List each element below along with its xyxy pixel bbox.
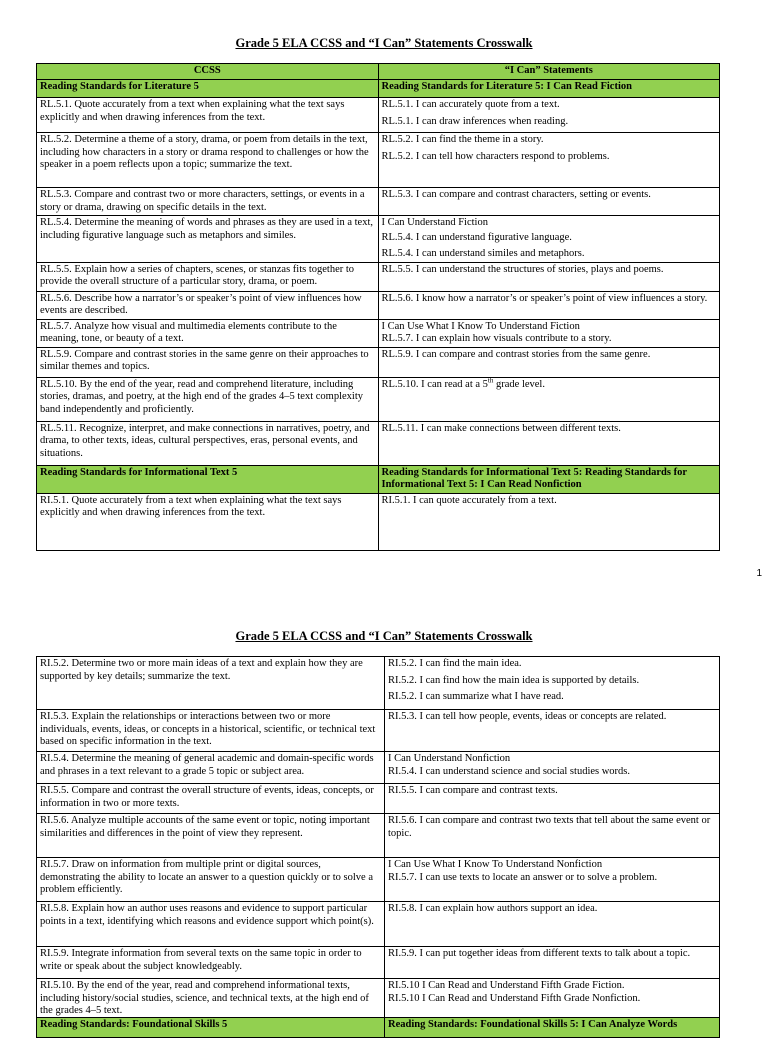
section-header-left: Reading Standards for Literature 5: [37, 80, 379, 98]
ican-statement: RL.5.5. I can understand the structures of stories, plays and poems.: [381, 263, 664, 275]
ican-statement: RL.5.2. I can find the theme in a story.: [381, 134, 544, 145]
ccss-cell: RI.5.1. Quote accurately from a text when explaining what the text says explicitly and when drawing inferences from the text.: [37, 493, 379, 550]
ccss-cell: RI.5.2. Determine two or more main ideas of a text and explain how they are supported by key details; summarize the text.: [37, 657, 385, 710]
ccss-cell: RI.5.6. Analyze multiple accounts of the same event or topic, noting important similarities and differences in the point of view they represent.: [37, 814, 385, 858]
table-row: [37, 188, 720, 216]
ican-statement: RL.5.2. I can tell how characters respond to problems.: [381, 150, 610, 162]
ican-statement: RI.5.8. I can explain how authors support an idea.: [388, 903, 598, 914]
section-header-left: Reading Standards for Informational Text 5: [37, 465, 379, 493]
ccss-cell: RL.5.9. Compare and contrast stories in the same genre on their approaches to similar themes and topics.: [37, 347, 379, 377]
column-header-ccss: CCSS: [37, 64, 379, 80]
table-row: [37, 752, 720, 784]
table-row: [37, 291, 720, 319]
column-header-ican: “I Can” Statements: [378, 64, 720, 80]
section-header-row: [37, 1018, 720, 1038]
table-row: [37, 133, 720, 188]
ican-cell: [385, 784, 720, 814]
ican-cell: [378, 216, 720, 263]
ican-statement: RL.5.9. I can compare and contrast stories from the same genre.: [381, 348, 651, 360]
ican-statement: RI.5.2. I can summarize what I have read.: [388, 691, 564, 702]
table-row: [37, 979, 720, 1023]
section-header-row: [37, 465, 720, 493]
ccss-cell: RL.5.3. Compare and contrast two or more characters, settings, or events in a story or drama, drawing on specific details in the text.: [37, 188, 379, 216]
ccss-cell: RL.5.4. Determine the meaning of words and phrases as they are used in a text, including figurative language such as metaphors and similes.: [37, 216, 379, 263]
ican-cell: [385, 657, 720, 710]
ican-heading: I Can Use What I Know To Understand Nonfiction: [388, 859, 603, 870]
ican-cell: [378, 347, 720, 377]
ccss-cell: RL.5.6. Describe how a narrator’s or speaker’s point of view influences how events are described.: [37, 291, 379, 319]
ican-cell: [385, 814, 720, 858]
ican-cell: [385, 858, 720, 902]
ccss-cell: RI.5.5. Compare and contrast the overall structure of events, ideas, concepts, or information in two or more texts.: [37, 784, 385, 814]
cutoff-table: [36, 1017, 720, 1038]
section-header-right: Reading Standards for Informational Text 5: Reading Standards for Informational Text 5: I Can Read Nonfiction: [378, 465, 720, 493]
ican-cell: [385, 947, 720, 979]
table-row: [37, 493, 720, 550]
ccss-cell: RL.5.2. Determine a theme of a story, drama, or poem from details in the text, including how characters in a story or drama respond to challenges or how the speaker in a poem reflects upon a topic; summarize the text.: [37, 133, 379, 188]
ican-statement: RL.5.1. I can draw inferences when reading.: [381, 115, 569, 127]
ican-statement: RL.5.1. I can accurately quote from a text.: [381, 99, 560, 110]
ican-statement: RI.5.2. I can find how the main idea is supported by details.: [388, 674, 640, 686]
ican-statement: RI.5.10 I Can Read and Understand Fifth Grade Fiction.: [388, 980, 625, 991]
ican-statement: [381, 376, 717, 392]
table-row: [37, 216, 720, 263]
ordinal-suffix: th: [487, 376, 494, 384]
table-row: [37, 858, 720, 902]
ican-cell: [378, 377, 720, 421]
ccss-cell: RI.5.10. By the end of the year, read and comprehend informational texts, including history/social studies, science, and technical texts, at the high end of the grades 4–5 text.: [37, 979, 385, 1023]
ican-heading: I Can Understand Fiction: [381, 217, 488, 228]
ican-cell: [378, 188, 720, 216]
table-row: [37, 421, 720, 465]
ican-statement: RI.5.6. I can compare and contrast two texts that tell about the same event or topic.: [388, 815, 711, 839]
table-row: [37, 947, 720, 979]
section-header-right: Reading Standards for Literature 5: I Can Read Fiction: [378, 80, 720, 98]
table-row: [37, 784, 720, 814]
ican-cell: [385, 902, 720, 947]
ican-statement: RL.5.7. I can explain how visuals contribute to a story.: [381, 333, 612, 344]
ican-statement: RI.5.2. I can find the main idea.: [388, 658, 522, 669]
ican-statement: RI.5.10 I Can Read and Understand Fifth Grade Nonfiction.: [388, 992, 641, 1004]
ican-cell: [385, 979, 720, 1023]
ican-statement: RL.5.11. I can make connections between different texts.: [381, 422, 621, 434]
page-number: 1: [756, 568, 762, 579]
ican-cell: [378, 493, 720, 550]
ican-cell: [378, 319, 720, 347]
table-row: [37, 902, 720, 947]
ican-statement: RI.5.3. I can tell how people, events, ideas or concepts are related.: [388, 711, 667, 722]
table-row: [37, 262, 720, 291]
ccss-cell: RL.5.10. By the end of the year, read and comprehend literature, including stories, dramas, and poetry, at the high end of the grades 4–5 text complexity band independently and proficiently.: [37, 377, 379, 421]
ican-heading: I Can Use What I Know To Understand Fiction: [381, 320, 580, 332]
section-header-row: [37, 80, 720, 98]
ccss-cell: RL.5.5. Explain how a series of chapters, scenes, or stanzas fits together to provide the overall structure of a particular story, drama, or poem.: [37, 262, 379, 291]
table-row: [37, 347, 720, 377]
table-row: [37, 319, 720, 347]
table-header-row: [37, 64, 720, 80]
ccss-cell: RI.5.9. Integrate information from several texts on the same topic in order to write or speak about the subject knowledgeably.: [37, 947, 385, 979]
crosswalk-table-2: [36, 656, 720, 1023]
ican-statement: RI.5.1. I can quote accurately from a text.: [381, 494, 557, 506]
ican-heading: I Can Understand Nonfiction: [388, 753, 511, 764]
section-header-right: Reading Standards: Foundational Skills 5: I Can Analyze Words: [385, 1018, 720, 1038]
ican-statement: RL.5.4. I can understand figurative language.: [381, 231, 572, 243]
ican-statement: RI.5.7. I can use texts to locate an answer or to solve a problem.: [388, 871, 658, 883]
ican-cell: [378, 421, 720, 465]
section-header-left: Reading Standards: Foundational Skills 5: [37, 1018, 385, 1038]
ican-statement: RL.5.4. I can understand similes and metaphors.: [381, 248, 585, 259]
ccss-cell: RI.5.8. Explain how an author uses reasons and evidence to support particular points in a text, identifying which reasons and evidence support which point(s).: [37, 902, 385, 947]
ican-cell: [378, 262, 720, 291]
page-title: Grade 5 ELA CCSS and “I Can” Statements Crosswalk: [235, 629, 533, 643]
ican-statement: RL.5.3. I can compare and contrast characters, setting or events.: [381, 189, 651, 200]
ccss-cell: RI.5.7. Draw on information from multiple print or digital sources, demonstrating the ability to locate an answer to a question quickly or to solve a problem efficiently.: [37, 858, 385, 902]
ccss-cell: RI.5.3. Explain the relationships or interactions between two or more individuals, events, ideas, or concepts in a historical, scientific, or technical text based on specific information in the text.: [37, 710, 385, 752]
ican-cell: [378, 291, 720, 319]
table-row: [37, 98, 720, 133]
ican-statement: RI.5.9. I can put together ideas from different texts to talk about a topic.: [388, 948, 691, 959]
ican-statement: RL.5.6. I know how a narrator’s or speaker’s point of view influences a story.: [381, 292, 708, 304]
ican-cell: [385, 752, 720, 784]
ccss-cell: RI.5.4. Determine the meaning of general academic and domain-specific words and phrases in a text relevant to a grade 5 topic or subject area.: [37, 752, 385, 784]
ccss-cell: RL.5.1. Quote accurately from a text when explaining what the text says explicitly and when drawing inferences from the text.: [37, 98, 379, 133]
ccss-cell: RL.5.7. Analyze how visual and multimedia elements contribute to the meaning, tone, or beauty of a text.: [37, 319, 379, 347]
ican-cell: [378, 133, 720, 188]
table-row: [37, 814, 720, 858]
ican-statement: RI.5.4. I can understand science and social studies words.: [388, 765, 631, 777]
ican-text: grade level.: [493, 378, 545, 390]
ican-text: RL.5.10. I can read at a 5: [381, 378, 488, 390]
table-row: [37, 377, 720, 421]
ican-cell: [378, 98, 720, 133]
ccss-cell: RL.5.11. Recognize, interpret, and make connections in narratives, poetry, and drama, to other texts, ideas, cultural perspectives, eras, personal events, and situations.: [37, 421, 379, 465]
table-row: [37, 657, 720, 710]
page-title: Grade 5 ELA CCSS and “I Can” Statements Crosswalk: [235, 36, 533, 50]
table-row: [37, 710, 720, 752]
ican-statement: RI.5.5. I can compare and contrast texts.: [388, 785, 558, 796]
ican-cell: [385, 710, 720, 752]
cutoff-section-header: [0, 1017, 768, 1030]
crosswalk-table-1: [36, 63, 720, 551]
